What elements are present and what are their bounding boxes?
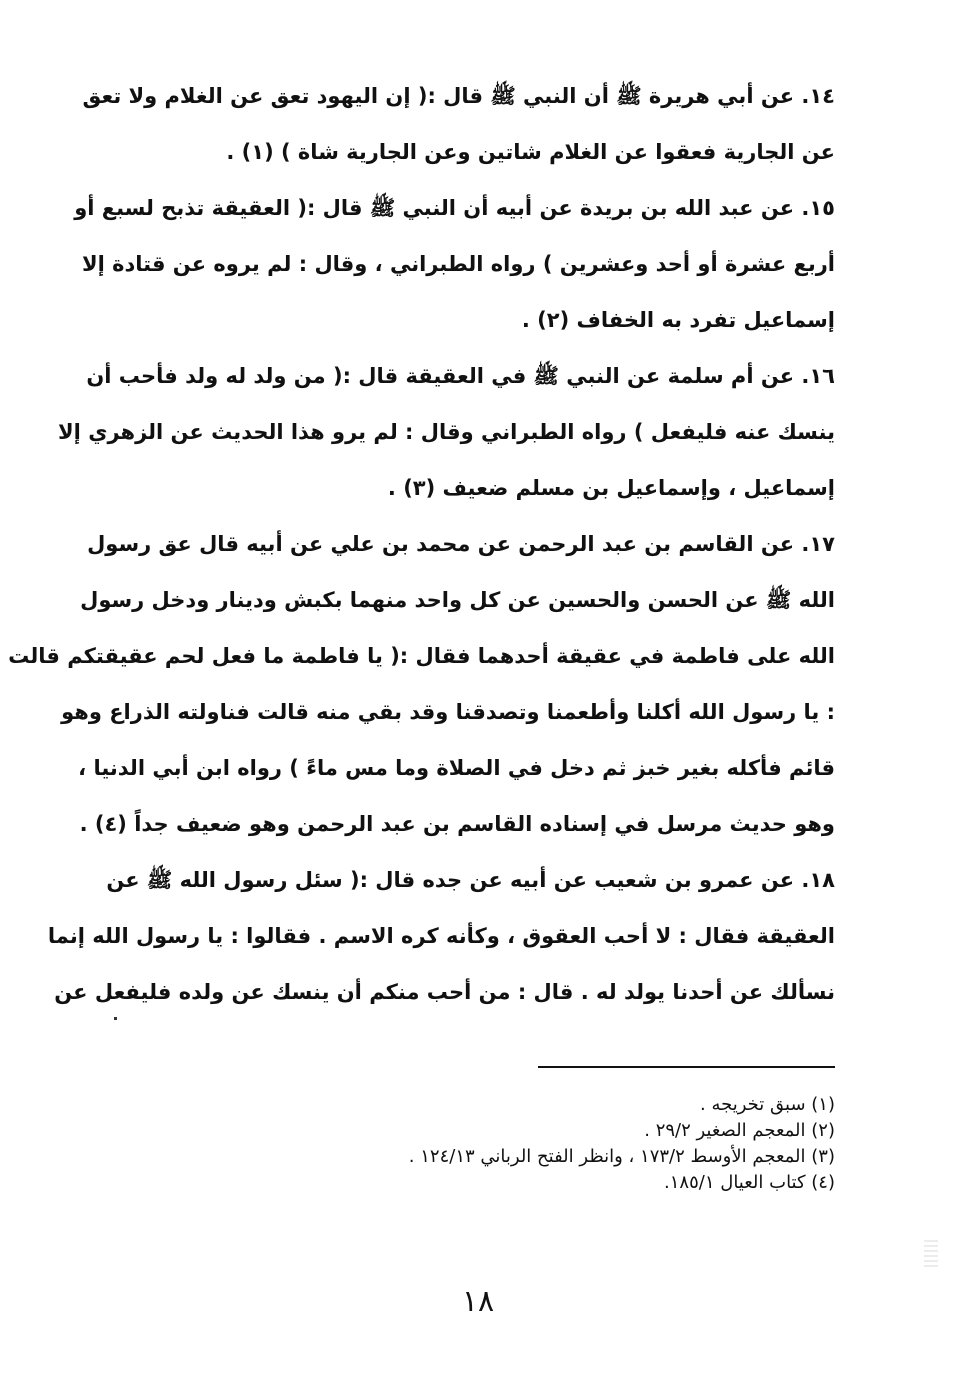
- text-line: إسماعيل تفرد به الخفاف (٢) .: [521, 308, 835, 332]
- text-line: ١٤. عن أبي هريرة ﷺ أن النبي ﷺ قال :( إن اليهود تعق عن الغلام ولا تعق: [82, 84, 835, 108]
- hadith-18: [47, 852, 835, 1020]
- text-line: عن الجارية فعقوا عن الغلام شاتين وعن الجارية شاة ) (١) .: [226, 140, 835, 164]
- footnote-item: (٤) كتاب العيال ١٨٥/١.: [664, 1172, 835, 1193]
- text-line: ١٥. عن عبد الله بن بريدة عن أبيه أن النبي ﷺ قال :( العقيقة تذبح لسبع أو: [74, 196, 835, 220]
- text-line: الله ﷺ عن الحسن والحسين عن كل واحد منهما بكبش ودينار ودخل رسول: [80, 588, 835, 612]
- footnote-separator: [538, 1066, 835, 1068]
- footnotes: [409, 1092, 835, 1196]
- text-line: العقيقة فقال : لا أحب العقوق ، وكأنه كره الاسم . فقالوا : يا رسول الله إنما: [47, 924, 835, 948]
- text-line: ينسك عنه فليفعل ) رواه الطبراني وقال : لم يرو هذا الحديث عن الزهري إلا: [58, 420, 835, 444]
- scan-dot: [114, 1017, 117, 1020]
- text-line: الله على فاطمة في عقيقة أحدهما فقال :( يا فاطمة ما فعل لحم عقيقتكم قالت: [8, 644, 835, 668]
- text-line: قائم فأكله بغير خبز ثم دخل في الصلاة وما مس ماءً ) رواه ابن أبي الدنيا ،: [78, 756, 835, 780]
- page-number: ١٨: [461, 1284, 495, 1319]
- scan-artifact: [924, 1240, 938, 1270]
- text-line: ١٧. عن القاسم بن عبد الرحمن عن محمد بن علي عن أبيه قال عق رسول: [87, 532, 835, 556]
- hadith-17: [8, 516, 835, 852]
- hadith-15: [74, 180, 835, 348]
- hadith-16: [58, 348, 835, 516]
- text-line: أربع عشرة أو أحد وعشرين ) رواه الطبراني ، وقال : لم يروه عن قتادة إلا: [81, 252, 835, 276]
- text-line: نسألك عن أحدنا يولد له . قال : من أحب منكم أن ينسك عن ولده فليفعل عن: [54, 980, 835, 1004]
- footnote-item: (٢) المعجم الصغير ٢٩/٢ .: [644, 1120, 835, 1141]
- footnote-item: (٣) المعجم الأوسط ١٧٣/٢ ، وانظر الفتح الرباني ١٢٤/١٣ .: [408, 1146, 835, 1167]
- main-text: [8, 68, 835, 1020]
- text-line: ١٦. عن أم سلمة عن النبي ﷺ في العقيقة قال :( من ولد له ولد فأحب أن: [86, 364, 835, 388]
- footnote-item: (١) سبق تخريجه .: [700, 1094, 835, 1115]
- text-line: وهو حديث مرسل في إسناده القاسم بن عبد الرحمن وهو ضعيف جداً (٤) .: [79, 812, 835, 836]
- hadith-14: [82, 68, 835, 180]
- text-line: ١٨. عن عمرو بن شعيب عن أبيه عن جده قال :( سئل رسول الله ﷺ عن: [106, 868, 835, 892]
- text-line: : يا رسول الله أكلنا وأطعمنا وتصدقنا وقد بقي منه قالت فناولته الذراع وهو: [61, 700, 835, 724]
- text-line: إسماعيل ، وإسماعيل بن مسلم ضعيف (٣) .: [387, 476, 835, 500]
